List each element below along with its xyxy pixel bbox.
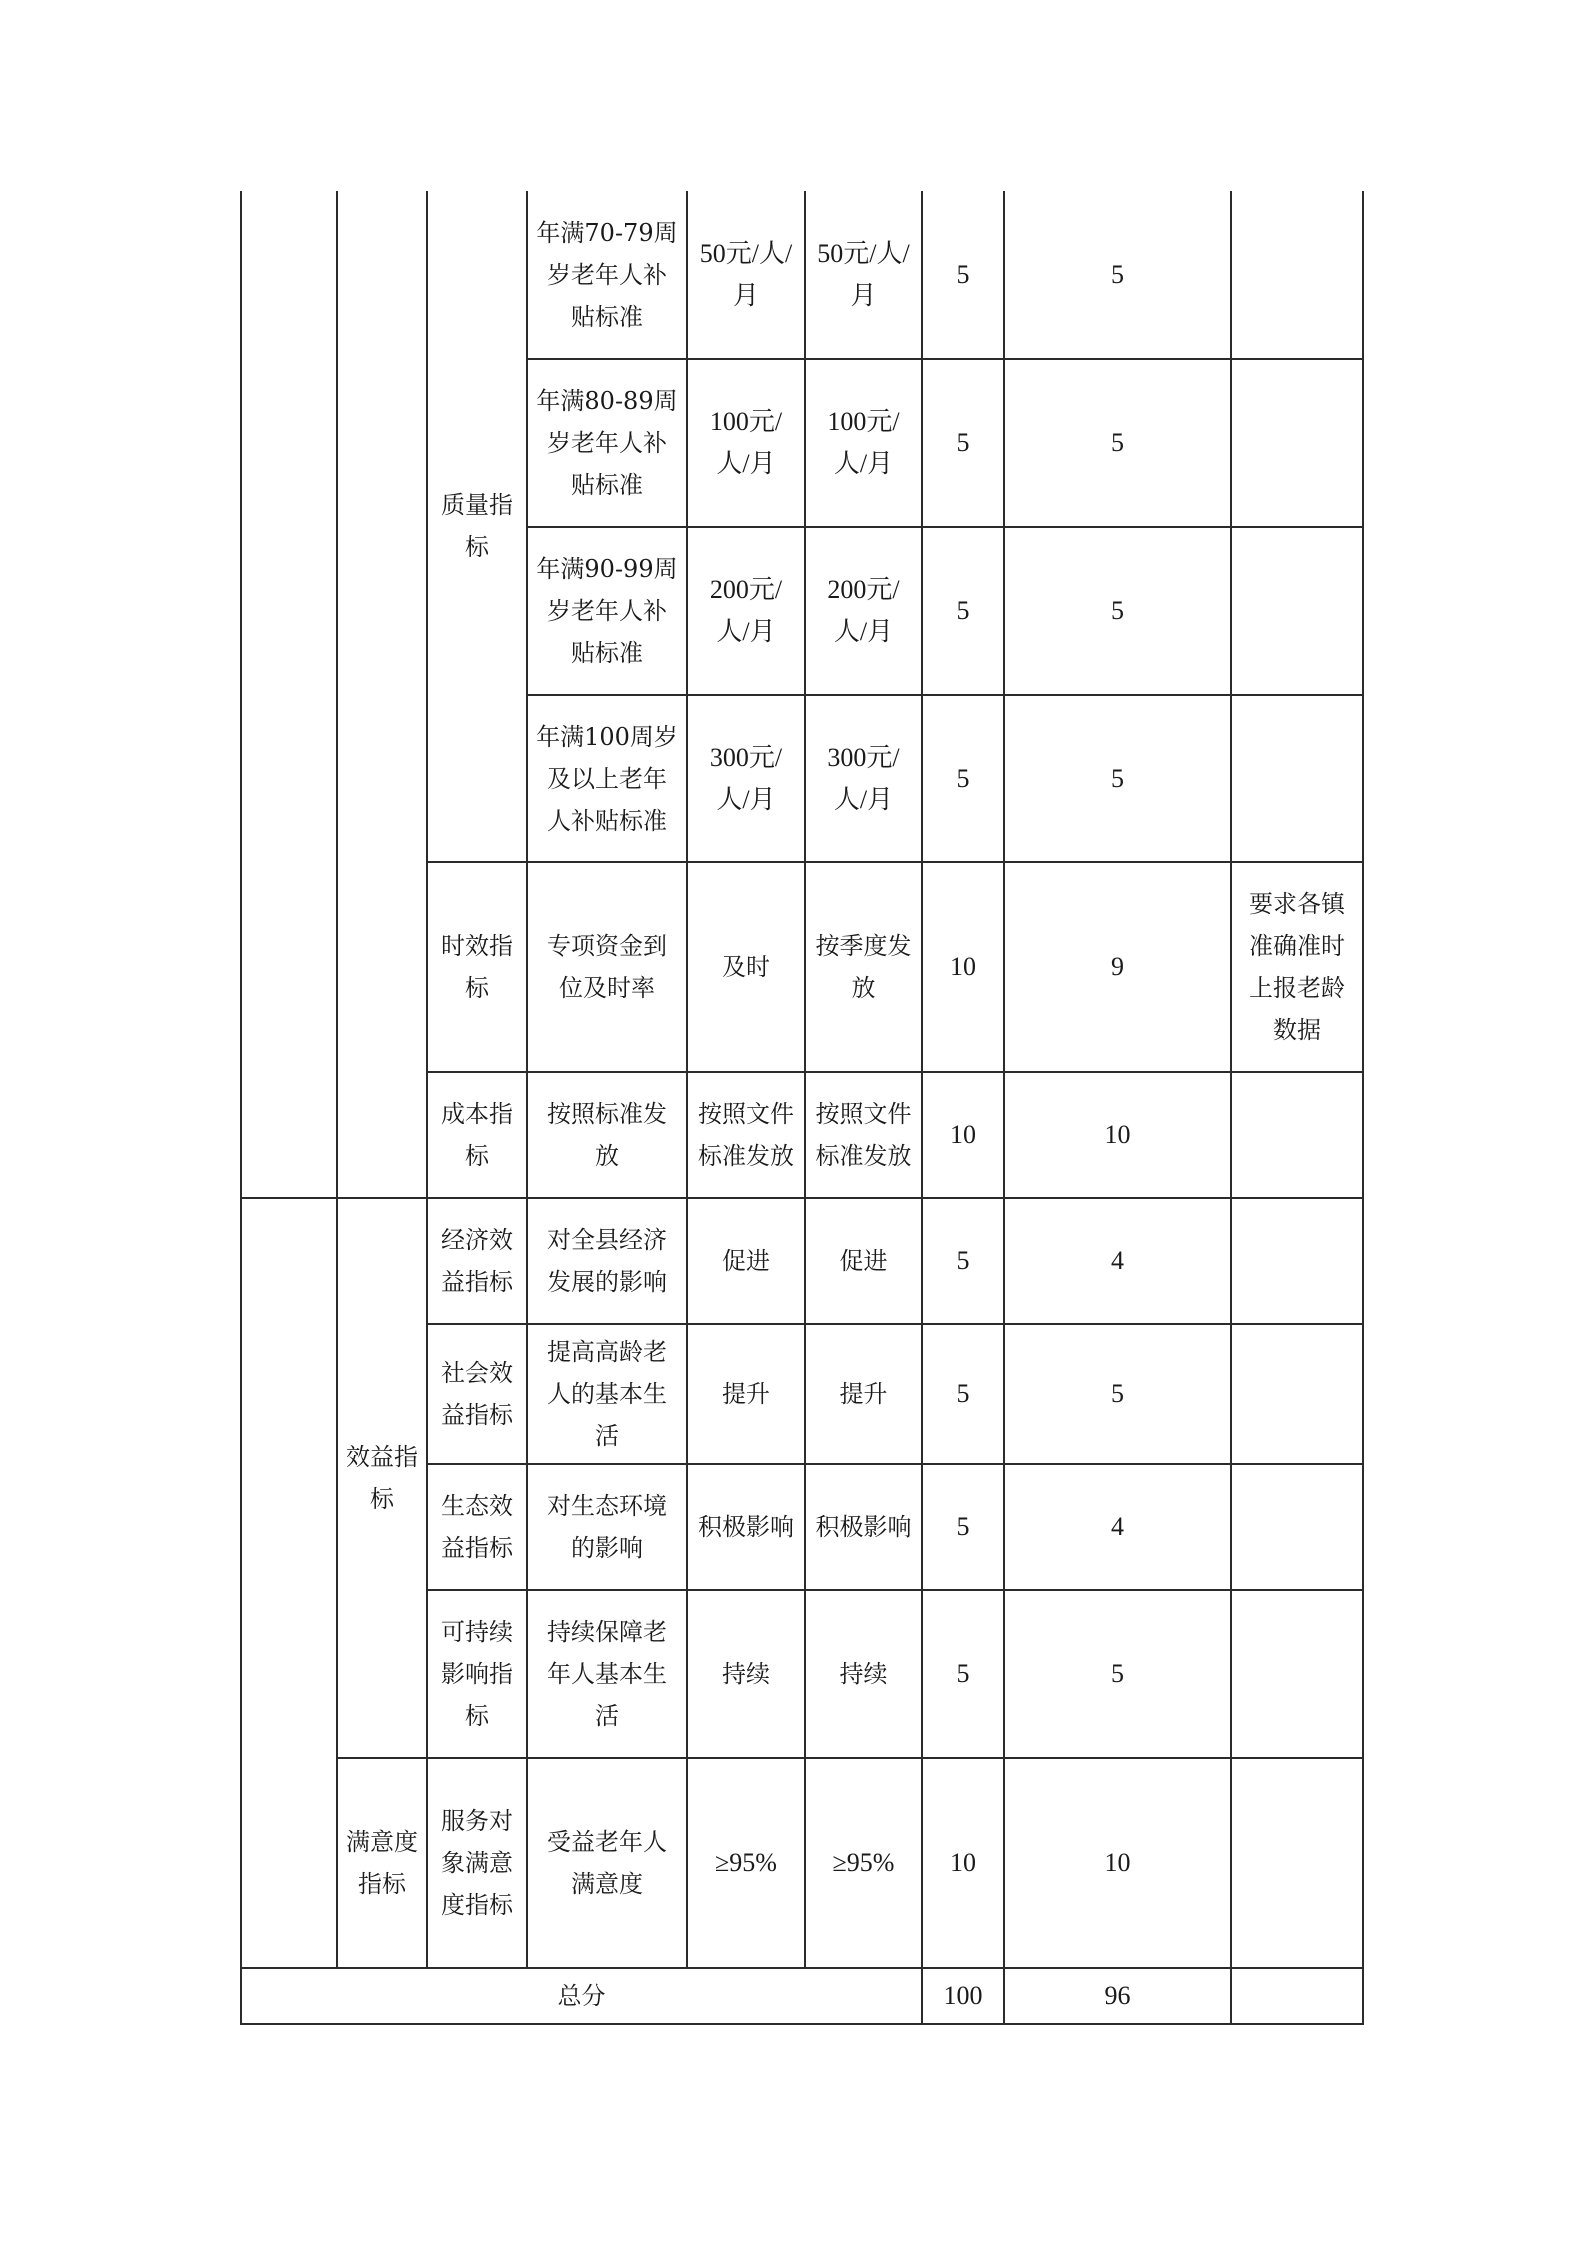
sub-indicator-cell: 时效指标 <box>427 862 527 1072</box>
target-cell: 100元/人/月 <box>687 359 805 527</box>
total-label: 总分 <box>241 1968 922 2024</box>
weight-cell: 5 <box>922 527 1004 695</box>
weight-cell: 10 <box>922 1758 1004 1968</box>
indicator-cell: 持续保障老年人基本生活 <box>527 1590 687 1758</box>
level2-cell <box>337 191 427 1198</box>
note-cell <box>1231 191 1363 359</box>
weight-cell: 5 <box>922 359 1004 527</box>
weight-cell: 10 <box>922 1072 1004 1198</box>
target-cell: ≥95% <box>687 1758 805 1968</box>
score-cell: 5 <box>1004 527 1231 695</box>
weight-cell: 5 <box>922 1590 1004 1758</box>
score-cell: 10 <box>1004 1072 1231 1198</box>
actual-cell: ≥95% <box>805 1758 922 1968</box>
note-cell <box>1231 527 1363 695</box>
sub-indicator-cell: 社会效益指标 <box>427 1324 527 1464</box>
sub-indicator-cell: 可持续影响指标 <box>427 1590 527 1758</box>
actual-cell: 积极影响 <box>805 1464 922 1590</box>
weight-cell: 5 <box>922 1464 1004 1590</box>
level1-cell <box>241 191 337 1198</box>
note-cell <box>1231 1464 1363 1590</box>
performance-table <box>240 191 1364 2025</box>
note-cell <box>1231 1590 1363 1758</box>
level1-cell <box>241 1198 337 1968</box>
actual-cell: 提升 <box>805 1324 922 1464</box>
score-cell: 4 <box>1004 1198 1231 1324</box>
target-cell: 50元/人/月 <box>687 191 805 359</box>
note-cell <box>1231 1758 1363 1968</box>
benefit-group-cell: 效益指标 <box>337 1198 427 1758</box>
score-cell: 5 <box>1004 695 1231 862</box>
table-row <box>241 1198 1363 1324</box>
indicator-cell: 按照标准发放 <box>527 1072 687 1198</box>
score-cell: 5 <box>1004 1590 1231 1758</box>
actual-cell: 300元/人/月 <box>805 695 922 862</box>
score-cell: 9 <box>1004 862 1231 1072</box>
note-cell <box>1231 695 1363 862</box>
score-cell: 4 <box>1004 1464 1231 1590</box>
total-score: 96 <box>1004 1968 1231 2024</box>
note-cell <box>1231 1072 1363 1198</box>
weight-cell: 10 <box>922 862 1004 1072</box>
target-cell: 按照文件标准发放 <box>687 1072 805 1198</box>
indicator-cell: 受益老年人满意度 <box>527 1758 687 1968</box>
total-row <box>241 1968 1363 2024</box>
note-cell <box>1231 1198 1363 1324</box>
actual-cell: 200元/人/月 <box>805 527 922 695</box>
weight-cell: 5 <box>922 1198 1004 1324</box>
sub-indicator-cell: 生态效益指标 <box>427 1464 527 1590</box>
indicator-cell: 专项资金到位及时率 <box>527 862 687 1072</box>
satisfaction-group-cell: 满意度指标 <box>337 1758 427 1968</box>
score-cell: 5 <box>1004 1324 1231 1464</box>
target-cell: 及时 <box>687 862 805 1072</box>
table-row <box>241 191 1363 359</box>
indicator-cell: 对全县经济发展的影响 <box>527 1198 687 1324</box>
actual-cell: 促进 <box>805 1198 922 1324</box>
weight-cell: 5 <box>922 191 1004 359</box>
total-weight: 100 <box>922 1968 1004 2024</box>
actual-cell: 50元/人/月 <box>805 191 922 359</box>
target-cell: 提升 <box>687 1324 805 1464</box>
note-cell <box>1231 1324 1363 1464</box>
target-cell: 持续 <box>687 1590 805 1758</box>
total-note <box>1231 1968 1363 2024</box>
score-cell: 5 <box>1004 191 1231 359</box>
sub-indicator-cell: 成本指标 <box>427 1072 527 1198</box>
target-cell: 200元/人/月 <box>687 527 805 695</box>
note-cell <box>1231 359 1363 527</box>
indicator-cell: 对生态环境的影响 <box>527 1464 687 1590</box>
table-row <box>241 1758 1363 1968</box>
target-cell: 促进 <box>687 1198 805 1324</box>
note-cell: 要求各镇准确准时上报老龄数据 <box>1231 862 1363 1072</box>
indicator-cell: 年满100周岁及以上老年人补贴标准 <box>527 695 687 862</box>
quality-group-cell: 质量指标 <box>427 191 527 862</box>
indicator-cell: 年满80-89周岁老年人补贴标准 <box>527 359 687 527</box>
score-cell: 5 <box>1004 359 1231 527</box>
actual-cell: 持续 <box>805 1590 922 1758</box>
target-cell: 积极影响 <box>687 1464 805 1590</box>
weight-cell: 5 <box>922 1324 1004 1464</box>
actual-cell: 按季度发放 <box>805 862 922 1072</box>
sub-indicator-cell: 经济效益指标 <box>427 1198 527 1324</box>
sub-indicator-cell: 服务对象满意度指标 <box>427 1758 527 1968</box>
indicator-cell: 年满90-99周岁老年人补贴标准 <box>527 527 687 695</box>
target-cell: 300元/人/月 <box>687 695 805 862</box>
weight-cell: 5 <box>922 695 1004 862</box>
indicator-cell: 年满70-79周岁老年人补贴标准 <box>527 191 687 359</box>
actual-cell: 100元/人/月 <box>805 359 922 527</box>
actual-cell: 按照文件标准发放 <box>805 1072 922 1198</box>
indicator-cell: 提高高龄老人的基本生活 <box>527 1324 687 1464</box>
score-cell: 10 <box>1004 1758 1231 1968</box>
